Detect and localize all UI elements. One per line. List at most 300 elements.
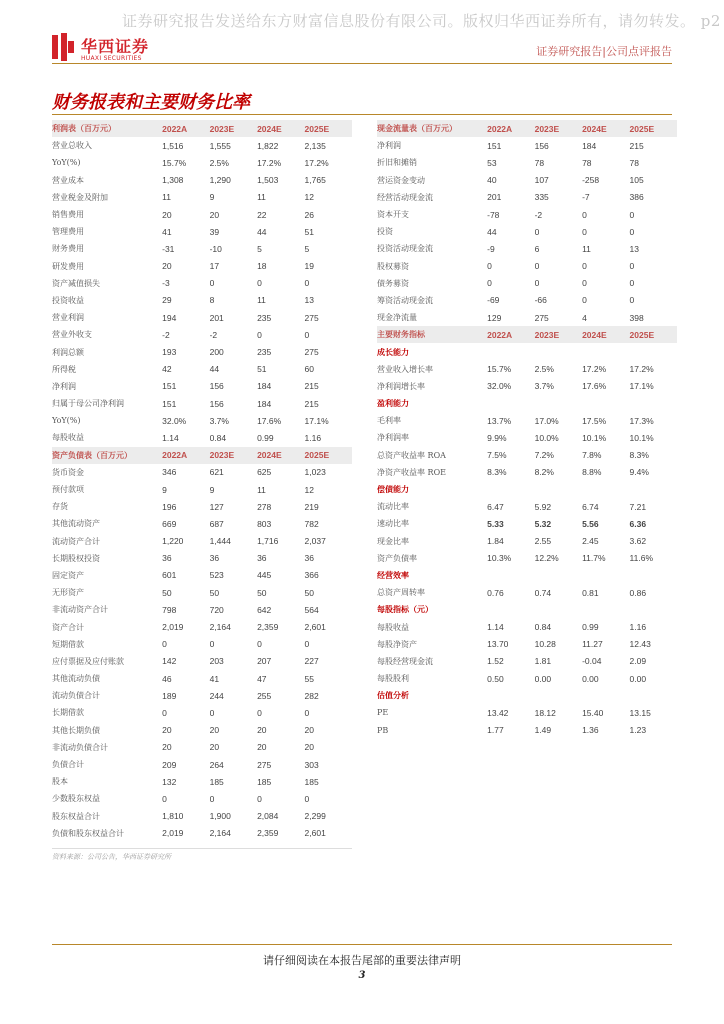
cell-value: 39 (209, 226, 220, 237)
cell-value: 2,299 (304, 811, 326, 822)
table-header-row (52, 120, 352, 137)
cell-value: 46 (162, 673, 172, 684)
cell-value: 193 (162, 347, 177, 358)
cell-value: 201 (209, 312, 224, 323)
row-label: 净利润 (377, 141, 401, 151)
row-label: 现金比率 (377, 536, 409, 546)
row-label: 管理费用 (52, 227, 84, 237)
cell-value: -2 (209, 329, 218, 340)
table-row (52, 790, 352, 807)
cell-value: 10.1% (629, 432, 654, 443)
row-label: 每股股利 (377, 674, 409, 684)
table-row (377, 154, 677, 171)
cell-value: -2 (534, 209, 543, 220)
cell-value: 17.0% (534, 415, 559, 426)
cell-value: 2023E (209, 123, 235, 134)
cell-value: 20 (257, 742, 267, 753)
cell-value: 12 (304, 192, 314, 203)
table-row (377, 464, 677, 481)
row-label: 利润表（百万元） (52, 123, 116, 134)
table-row (52, 378, 352, 395)
table-row (377, 292, 677, 309)
cell-value: 207 (257, 656, 272, 667)
table-row (377, 275, 677, 292)
cell-value: 264 (209, 759, 224, 770)
cell-value: 196 (162, 501, 177, 512)
cell-value: 11 (257, 484, 266, 495)
cell-value: 18 (257, 261, 267, 272)
cell-value: 5 (257, 243, 262, 254)
cell-value: 36 (304, 553, 314, 564)
table-subheader-row (377, 395, 677, 412)
cell-value: 185 (257, 776, 272, 787)
table-row (377, 309, 677, 326)
table-row (377, 618, 677, 635)
table-row (52, 704, 352, 721)
cell-value: 2,164 (209, 828, 231, 839)
cell-value: 275 (257, 759, 272, 770)
table-row (52, 292, 352, 309)
cell-value: 0 (582, 278, 587, 289)
cell-value: 2024E (582, 123, 607, 134)
page-number: 3 (358, 970, 366, 981)
row-label: 资产减值损失 (52, 278, 100, 288)
cell-value: 9.9% (487, 432, 507, 443)
cell-value: 15.7% (162, 157, 187, 168)
cell-value: 203 (209, 656, 224, 667)
row-label: 流动负债合计 (52, 691, 100, 701)
cell-value: 19 (304, 261, 314, 272)
logo-name-cn: 华西证券 (81, 37, 150, 56)
cell-value: 782 (304, 518, 319, 529)
cell-value: 20 (209, 725, 220, 736)
cell-value: 6.36 (629, 518, 647, 529)
row-label: 净利润率 (377, 433, 409, 443)
table-row (52, 567, 352, 584)
table-row (377, 550, 677, 567)
cell-value: 803 (257, 518, 272, 529)
cell-value: 13.15 (629, 707, 651, 718)
cell-value: 9 (209, 484, 215, 495)
table-row (52, 429, 352, 446)
cell-value: 10.3% (487, 553, 512, 564)
cell-value: 18.12 (534, 707, 556, 718)
row-label: 投资 (377, 227, 393, 237)
cell-value: 335 (534, 192, 549, 203)
row-label: 负债和股东权益合计 (52, 828, 124, 838)
cell-value: 621 (209, 467, 224, 478)
row-label: 无形资产 (52, 588, 84, 598)
row-label: 营业利润 (52, 313, 84, 323)
cell-value: 201 (487, 192, 502, 203)
table-row (377, 429, 677, 446)
row-label: 非流动负债合计 (52, 742, 108, 752)
row-label: 盈利能力 (377, 398, 409, 409)
cell-value: 8.2% (534, 467, 554, 478)
cell-value: 0.74 (534, 587, 552, 598)
cell-value: 36 (162, 553, 172, 564)
cell-value: 47 (257, 673, 267, 684)
table-row (52, 206, 352, 223)
cell-value: 9.4% (629, 467, 649, 478)
table-row (52, 154, 352, 171)
row-label: 货币资金 (52, 467, 84, 477)
table-row (52, 464, 352, 481)
cell-value: 798 (162, 604, 177, 615)
cell-value: 17.1% (629, 381, 654, 392)
cell-value: 1.36 (582, 725, 599, 736)
row-label: 经营效率 (377, 569, 409, 580)
row-label: 偿债能力 (377, 484, 409, 495)
cell-value: 2,359 (257, 828, 279, 839)
table-row (52, 240, 352, 257)
huaxi-logo-icon (52, 33, 74, 61)
row-label: 主要财务指标 (377, 329, 425, 340)
row-label: 股权募资 (377, 261, 409, 271)
table-row (52, 601, 352, 618)
cell-value: 1.49 (534, 725, 552, 736)
cell-value: 17.1% (304, 415, 329, 426)
cell-value: 1,900 (209, 811, 231, 822)
cell-value: 13.7% (487, 415, 512, 426)
cell-value: 0.86 (629, 587, 647, 598)
row-label: 营运资金变动 (377, 175, 425, 185)
row-label: 速动比率 (377, 519, 409, 529)
cell-value: 17.6% (257, 415, 282, 426)
cell-value: 5.56 (582, 518, 599, 529)
cell-value: 0 (257, 278, 262, 289)
cell-value: 51 (257, 364, 267, 375)
cell-value: 41 (162, 226, 172, 237)
cell-value: 20 (209, 742, 220, 753)
cell-value: 1,023 (304, 467, 326, 478)
logo-name-en: HUAXI SECURITIES (81, 55, 142, 62)
cell-value: 0 (629, 278, 635, 289)
cell-value: 2,135 (304, 140, 326, 151)
row-label: 少数股东权益 (52, 794, 100, 804)
row-label: 营业收入增长率 (377, 364, 433, 374)
cell-value: 151 (162, 381, 177, 392)
row-label: 股东权益合计 (52, 811, 100, 821)
cell-value: 60 (304, 364, 314, 375)
cell-value: 0 (629, 261, 635, 272)
table-row (377, 533, 677, 550)
cell-value: 20 (162, 742, 172, 753)
cell-value: 2,019 (162, 622, 184, 633)
cell-value: 50 (257, 587, 267, 598)
row-label: 利润总额 (52, 347, 84, 357)
row-label: YoY(%) (52, 416, 81, 426)
cell-value: 6.74 (582, 501, 599, 512)
cell-value: 1.16 (629, 622, 647, 633)
table-row (377, 258, 677, 275)
cell-value: 0 (534, 278, 540, 289)
cell-value: 4 (582, 312, 587, 323)
cell-value: 20 (162, 209, 172, 220)
cell-value: 0.00 (629, 673, 647, 684)
table-row (52, 498, 352, 515)
row-label: 营业总收入 (52, 141, 92, 151)
cell-value: 11.27 (582, 639, 603, 650)
table-row (377, 584, 677, 601)
right-financial-table (377, 120, 677, 739)
cell-value: 1,716 (257, 536, 279, 547)
cell-value: 185 (209, 776, 224, 787)
cell-value: 17.6% (582, 381, 607, 392)
row-label: 存货 (52, 502, 68, 512)
table-row (52, 739, 352, 756)
table-row (377, 361, 677, 378)
cell-value: 189 (162, 690, 177, 701)
cell-value: 0 (257, 329, 262, 340)
cell-value: 17.5% (582, 415, 607, 426)
cell-value: 20 (209, 209, 220, 220)
cell-value: 11 (582, 243, 591, 254)
row-label: YoY(%) (52, 158, 81, 168)
row-label: 毛利率 (377, 416, 401, 426)
table-row (377, 447, 677, 464)
cell-value: 0 (304, 278, 310, 289)
cell-value: -2 (162, 329, 170, 340)
table-row (377, 412, 677, 429)
cell-value: 2,019 (162, 828, 184, 839)
cell-value: 2022A (162, 123, 188, 134)
table-row (52, 722, 352, 739)
cell-value: 1.81 (534, 656, 552, 667)
cell-value: 1,290 (209, 175, 231, 186)
cell-value: 15.40 (582, 707, 604, 718)
cell-value: 642 (257, 604, 272, 615)
table-row (52, 309, 352, 326)
row-label: 预付款项 (52, 485, 84, 495)
cell-value: 3.62 (629, 536, 647, 547)
cell-value: 10.28 (534, 639, 556, 650)
cell-value: 9 (209, 192, 215, 203)
table-subheader-row (377, 687, 677, 704)
cell-value: -3 (162, 278, 170, 289)
cell-value: 0 (257, 793, 262, 804)
cell-value: 1,308 (162, 175, 184, 186)
table-row (377, 137, 677, 154)
cell-value: 156 (209, 381, 224, 392)
table-row (377, 704, 677, 721)
cell-value: 17 (209, 261, 220, 272)
cell-value: 15.7% (487, 364, 512, 375)
cell-value: 0 (257, 639, 262, 650)
cell-value: 0 (162, 707, 167, 718)
cell-value: 235 (257, 347, 272, 358)
cell-value: 20 (304, 742, 314, 753)
cell-value: 2.09 (629, 656, 647, 667)
cell-value: 184 (257, 381, 272, 392)
cell-value: 215 (304, 381, 319, 392)
row-label: 负债合计 (52, 760, 84, 770)
cell-value: -31 (162, 243, 175, 254)
cell-value: 0 (629, 295, 635, 306)
cell-value: 669 (162, 518, 177, 529)
cell-value: 11 (162, 192, 171, 203)
cell-value: 41 (209, 673, 220, 684)
cell-value: 78 (534, 157, 545, 168)
row-label: 其他长期负债 (52, 725, 100, 735)
cell-value: 255 (257, 690, 272, 701)
cell-value: 2,037 (304, 536, 326, 547)
cell-value: -0.04 (582, 656, 602, 667)
table-row (52, 481, 352, 498)
table-row (377, 670, 677, 687)
cell-value: 26 (304, 209, 314, 220)
row-label: 股本 (52, 777, 68, 787)
row-label: 净利润增长率 (377, 381, 425, 391)
table-row (52, 756, 352, 773)
table-row (52, 172, 352, 189)
table-row (52, 808, 352, 825)
table-row (377, 206, 677, 223)
cell-value: 53 (487, 157, 497, 168)
row-label: 现金流量表（百万元） (377, 123, 457, 134)
cell-value: 2025E (629, 329, 655, 340)
cell-value: 13.70 (487, 639, 509, 650)
cell-value: 7.5% (487, 450, 507, 461)
row-label: 筹资活动现金流 (377, 295, 433, 305)
cell-value: 282 (304, 690, 319, 701)
cell-value: 11 (257, 192, 266, 203)
table-row (52, 189, 352, 206)
cell-value: 275 (304, 347, 319, 358)
cell-value: 17.3% (629, 415, 654, 426)
cell-value: 2,359 (257, 622, 279, 633)
cell-value: 5.33 (487, 518, 504, 529)
cell-value: 1.16 (304, 432, 322, 443)
cell-value: 2,084 (257, 811, 279, 822)
table-row (52, 326, 352, 343)
cell-value: 2025E (304, 450, 330, 461)
cell-value: 0 (487, 278, 492, 289)
row-label: 所得税 (52, 364, 76, 374)
cell-value: 50 (209, 587, 220, 598)
cell-value: 17.2% (582, 364, 607, 375)
row-label: 每股指标（元） (377, 604, 433, 615)
row-label: 资本开支 (377, 210, 409, 220)
cell-value: 8.3% (629, 450, 649, 461)
row-label: 折旧和摊销 (377, 158, 417, 168)
cell-value: 386 (629, 192, 644, 203)
cell-value: 7.2% (534, 450, 554, 461)
row-label: 每股净资产 (377, 639, 417, 649)
cell-value: 12.2% (534, 553, 559, 564)
cell-value: 1.77 (487, 725, 504, 736)
cell-value: 215 (304, 398, 319, 409)
row-label: 每股收益 (377, 622, 409, 632)
table-row (52, 515, 352, 532)
cell-value: -258 (582, 175, 600, 186)
cell-value: 156 (534, 140, 549, 151)
cell-value: 2023E (209, 450, 235, 461)
cell-value: 142 (162, 656, 177, 667)
cell-value: 2024E (257, 450, 282, 461)
cell-value: 13.42 (487, 707, 509, 718)
cell-value: 1,220 (162, 536, 184, 547)
cell-value: 194 (162, 312, 177, 323)
cell-value: 1.84 (487, 536, 504, 547)
cell-value: -66 (534, 295, 547, 306)
row-label: 短期借款 (52, 639, 84, 649)
cell-value: -78 (487, 209, 500, 220)
cell-value: 2.45 (582, 536, 599, 547)
cell-value: 0 (534, 226, 540, 237)
cell-value: -7 (582, 192, 590, 203)
cell-value: 20 (257, 725, 267, 736)
cell-value: 445 (257, 570, 272, 581)
cell-value: 2.55 (534, 536, 552, 547)
row-label: 营业成本 (52, 175, 84, 185)
cell-value: 1.14 (162, 432, 179, 443)
cell-value: 275 (534, 312, 549, 323)
cell-value: 1.52 (487, 656, 504, 667)
row-label: 其他流动负债 (52, 674, 100, 684)
row-label: 现金净流量 (377, 313, 417, 323)
cell-value: 2024E (582, 329, 607, 340)
cell-value: 107 (534, 175, 549, 186)
cell-value: 1,810 (162, 811, 184, 822)
table-header-row (377, 326, 677, 343)
cell-value: 8.8% (582, 467, 602, 478)
table-header-row (52, 447, 352, 464)
cell-value: 0 (209, 793, 215, 804)
cell-value: 0 (487, 261, 492, 272)
cell-value: 235 (257, 312, 272, 323)
cell-value: 2,601 (304, 828, 326, 839)
table-row (52, 275, 352, 292)
cell-value: 227 (304, 656, 319, 667)
row-label: 长期借款 (52, 708, 84, 718)
cell-value: 13 (304, 295, 314, 306)
cell-value: 17.2% (304, 157, 329, 168)
row-label: 总资产收益率 ROA (377, 450, 446, 460)
cell-value: 1.14 (487, 622, 504, 633)
cell-value: 0 (162, 639, 167, 650)
row-label: 债务募资 (377, 278, 409, 288)
cell-value: 36 (257, 553, 267, 564)
cell-value: 1,765 (304, 175, 326, 186)
section-title: 财务报表和主要财务比率 (52, 92, 250, 113)
row-label: PE (377, 708, 389, 718)
cell-value: 44 (487, 226, 497, 237)
row-label: 流动资产合计 (52, 536, 100, 546)
cell-value: 7.21 (629, 501, 647, 512)
cell-value: 625 (257, 467, 272, 478)
table-row (52, 584, 352, 601)
table-row (377, 240, 677, 257)
cell-value: 8 (209, 295, 215, 306)
row-label: 经营活动现金流 (377, 192, 433, 202)
cell-value: 0 (209, 278, 215, 289)
table-row (52, 361, 352, 378)
cell-value: 32.0% (487, 381, 512, 392)
cell-value: 1,822 (257, 140, 279, 151)
row-label: 资产负债表（百万元） (52, 449, 132, 460)
cell-value: 2.5% (209, 157, 229, 168)
cell-value: 3.7% (209, 415, 229, 426)
cell-value: 11.7% (582, 553, 606, 564)
row-label: 归属于母公司净利润 (52, 399, 124, 409)
cell-value: 1.23 (629, 725, 647, 736)
table-row (377, 722, 677, 739)
table-row (377, 653, 677, 670)
table-subheader-row (377, 567, 677, 584)
company-logo (52, 33, 152, 65)
cell-value: 2025E (304, 123, 330, 134)
